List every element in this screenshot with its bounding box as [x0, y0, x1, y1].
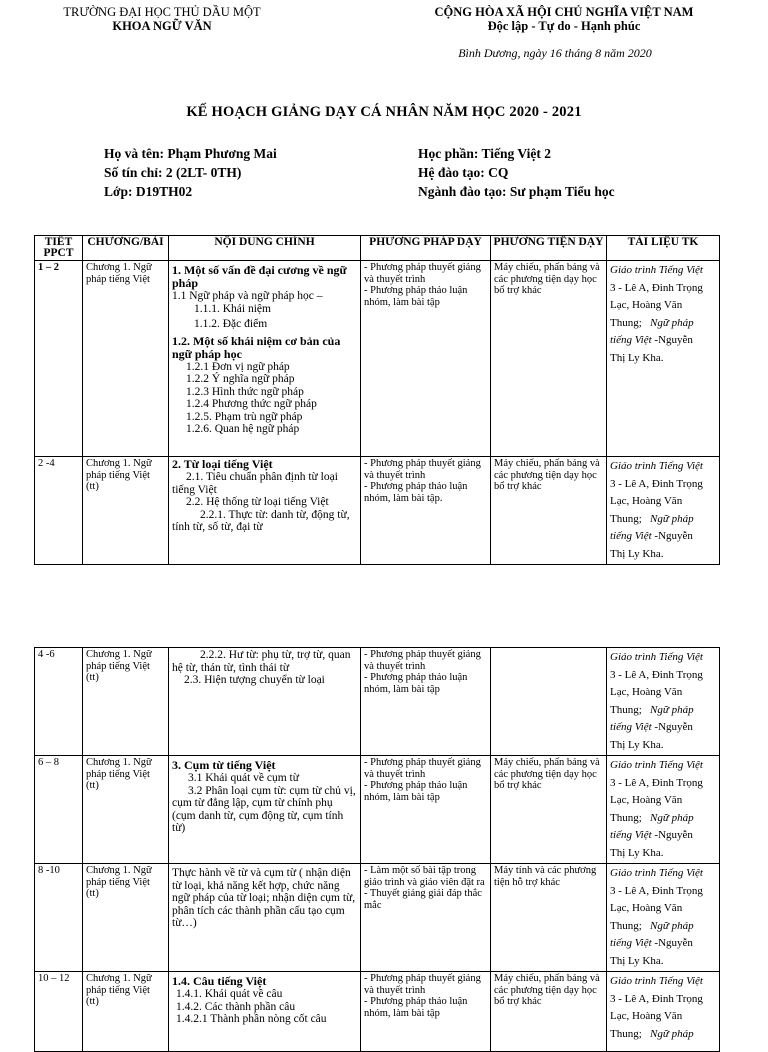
training-major: Ngành đào tạo: Sư phạm Tiểu học [418, 184, 615, 199]
row-tailieu [607, 756, 720, 864]
row-tiet: 6 – 8 [35, 756, 83, 864]
row-tailieu [607, 864, 720, 972]
teaching-plan-table-part1 [34, 235, 720, 565]
row-tiet: 8 -10 [35, 864, 83, 972]
nd-heading: 1.4. Câu tiếng Việt [172, 974, 267, 988]
row-phuongphap: - Làm một số bài tập trong giáo trình và giáo viên đặt ra - Thuyết giảng giải đáp thắc mắc [361, 864, 491, 972]
row-phuongphap: - Phương pháp thuyết giảng và thuyết trình - Phương pháp thảo luận nhóm, làm bài tập [361, 648, 491, 756]
ref-line: Ngữ pháp [650, 1027, 694, 1040]
nd-line: 1.2.2 Ý nghĩa ngữ pháp [186, 373, 295, 385]
ref-line: Ngữ pháp [650, 316, 694, 329]
ref-line: Thị Ly Kha. [610, 738, 664, 751]
row-phuongphap: - Phương pháp thuyết giảng và thuyết trình - Phương pháp thảo luận nhóm, làm bài tập [361, 261, 491, 457]
ref-line: Giáo trình Tiếng Việt [610, 759, 703, 771]
row-tailieu [607, 261, 720, 457]
row-tiet: 1 – 2 [35, 261, 83, 457]
nd-line: 1.2.4 Phương thức ngữ pháp [186, 398, 317, 410]
nd-line: 1.1.1. Khái niệm [194, 302, 271, 315]
nd-line: 1.2.1 Đơn vị ngữ pháp [186, 360, 290, 373]
ref-line: Lạc, Hoàng Văn [610, 299, 683, 311]
nd-line: 3.1 Khái quát về cụm từ [188, 772, 299, 784]
training-system: Hệ đào tạo: CQ [418, 165, 509, 180]
row-tailieu [607, 457, 720, 565]
ref-line: Thị Ly Kha. [610, 351, 664, 364]
nd-line: 1.4.1. Khái quát về câu [176, 988, 283, 1000]
ref-line: 3 - Lê A, Đinh Trọng [610, 776, 703, 789]
university-name: TRƯỜNG ĐẠI HỌC THỦ DẦU MỘT [63, 5, 261, 19]
ref-line: -Nguyễn [654, 334, 693, 346]
table-row [35, 972, 720, 1052]
header-phuongphap: PHƯƠNG PHÁP DẠY [361, 236, 491, 261]
ref-line: tiếng Việt [610, 721, 652, 733]
row-phuongtien: Máy tính và các phương tiện hỗ trợ khác [491, 864, 607, 972]
nd-line: 1.4.2.1 Thành phần nòng cốt câu [176, 1013, 327, 1025]
ref-line: Ngữ pháp [650, 919, 694, 932]
ref-line: Giáo trình Tiếng Việt [610, 975, 703, 987]
ref-line: Giáo trình Tiếng Việt [610, 264, 703, 276]
class-code: Lớp: D19TH02 [104, 184, 193, 199]
ref-line: Thung; [610, 1027, 642, 1040]
ref-line: Thung; [610, 811, 642, 824]
nd-line: 2.2.1. Thực từ: danh từ, động từ, tính từ, số từ, đại từ [172, 508, 350, 533]
row-chuong: Chương 1. Ngữ pháp tiếng Việt (tt) [83, 756, 169, 864]
row-phuongphap: - Phương pháp thuyết giảng và thuyết trình - Phương pháp thảo luận nhóm, làm bài tập. [361, 457, 491, 565]
row-tiet: 2 -4 [35, 457, 83, 565]
nd-line: Thực hành về từ và cụm từ ( nhận diện từ loại, khả năng kết hợp, chức năng ngữ pháp của từ loại; nhận diện cụm từ, phân tích các thành phần cấu tạo cụm từ…) [172, 867, 356, 929]
nd-line: 1.1.2. Đặc điểm [194, 318, 268, 330]
nd-heading: 1.2. Một số khái niệm cơ bản của ngữ pháp học [172, 333, 341, 361]
ref-line: tiếng Việt [610, 530, 652, 542]
credit-count: Số tín chỉ: 2 (2LT- 0TH) [104, 165, 242, 180]
faculty-name: KHOA NGỮ VĂN [112, 19, 212, 33]
table-row [35, 864, 720, 972]
row-noidung [169, 864, 361, 972]
header-chuong: CHƯƠNG/BÀI [83, 236, 169, 261]
ref-line: Thung; [610, 512, 642, 525]
ref-line: Lạc, Hoàng Văn [610, 495, 683, 507]
ref-line: -Nguyễn [654, 530, 693, 542]
row-phuongtien: Máy chiếu, phấn bảng và các phương tiện dạy học bổ trợ khác [491, 457, 607, 565]
row-chuong: Chương 1. Ngữ pháp tiếng Việt (tt) [83, 972, 169, 1052]
ref-line: Thung; [610, 919, 642, 932]
ref-line: tiếng Việt [610, 334, 652, 346]
ref-line: 3 - Lê A, Đinh Trọng [610, 884, 703, 897]
nd-line: 2.2.2. Hư từ: phụ từ, trợ từ, quan hệ từ, thán từ, tình thái từ [172, 649, 351, 674]
nd-heading: 3. Cụm từ tiếng Việt [172, 758, 276, 772]
row-phuongtien: Máy chiếu, phấn bảng và các phương tiện dạy học bổ trợ khác [491, 756, 607, 864]
ref-line: Ngữ pháp [650, 811, 694, 824]
row-tailieu [607, 648, 720, 756]
row-phuongphap: - Phương pháp thuyết giảng và thuyết trình - Phương pháp thảo luận nhóm, làm bài tập [361, 972, 491, 1052]
ref-line: Ngữ pháp [650, 512, 694, 525]
header-tiet: TIẾT PPCT [35, 236, 83, 261]
row-phuongtien: Máy chiếu, phấn bảng và các phương tiện dạy học bổ trợ khác [491, 972, 607, 1052]
nd-heading: 1. Một số vấn đề đại cương về ngữ pháp [172, 263, 347, 290]
ref-line: Giáo trình Tiếng Việt [610, 651, 703, 663]
nd-line: 1.2.6. Quan hệ ngữ pháp [186, 423, 300, 435]
row-tiet: 10 – 12 [35, 972, 83, 1052]
row-noidung [169, 756, 361, 864]
row-noidung [169, 457, 361, 565]
ref-line: Thị Ly Kha. [610, 547, 664, 560]
ref-line: Thị Ly Kha. [610, 846, 664, 859]
row-noidung [169, 972, 361, 1052]
nd-line: 2.3. Hiện tượng chuyển từ loại [184, 674, 325, 686]
nd-line: 1.2.5. Phạm trù ngữ pháp [186, 410, 303, 423]
row-noidung [169, 648, 361, 756]
teaching-plan-table-part2 [34, 647, 720, 1052]
row-tiet: 4 -6 [35, 648, 83, 756]
ref-line: -Nguyễn [654, 829, 693, 841]
header-phuongtien: PHƯƠNG TIỆN DẠY [491, 236, 607, 261]
row-noidung [169, 261, 361, 457]
ref-line: tiếng Việt [610, 937, 652, 949]
ref-line: Lạc, Hoàng Văn [610, 794, 683, 806]
nd-line: 2.2. Hệ thống từ loại tiếng Việt [186, 496, 329, 508]
table-row [35, 756, 720, 864]
row-tailieu [607, 972, 720, 1052]
ref-line: tiếng Việt [610, 829, 652, 841]
nd-line: 3.2 Phân loại cụm từ: cụm từ chủ vị, cụm từ đẳng lập, cụm từ chính phụ (cụm danh từ, cụm động từ, cụm tính từ) [172, 784, 356, 834]
ref-line: Giáo trình Tiếng Việt [610, 867, 703, 879]
document-title: KẾ HOẠCH GIẢNG DẠY CÁ NHÂN NĂM HỌC 2020 - 2021 [186, 104, 582, 120]
ref-line: Lạc, Hoàng Văn [610, 686, 683, 698]
row-chuong: Chương 1. Ngữ pháp tiếng Việt (tt) [83, 864, 169, 972]
table-row [35, 261, 720, 457]
ref-line: Thung; [610, 316, 642, 329]
ref-line: 3 - Lê A, Đinh Trọng [610, 281, 703, 294]
ref-line: -Nguyễn [654, 937, 693, 949]
row-chuong: Chương 1. Ngữ pháp tiếng Việt (tt) [83, 648, 169, 756]
ref-line: Lạc, Hoàng Văn [610, 902, 683, 914]
national-motto: Độc lập - Tự do - Hạnh phúc [487, 19, 641, 33]
row-chuong: Chương 1. Ngữ pháp tiếng Việt (tt) [83, 457, 169, 565]
nd-line: 1.1 Ngữ pháp và ngữ pháp học – [172, 290, 323, 302]
ref-line: 3 - Lê A, Đinh Trọng [610, 668, 703, 681]
ref-line: 3 - Lê A, Đinh Trọng [610, 992, 703, 1005]
row-phuongtien [491, 648, 607, 756]
course-name: Học phần: Tiếng Việt 2 [418, 146, 552, 161]
ref-line: Thung; [610, 703, 642, 716]
table-row [35, 457, 720, 565]
ref-line: Ngữ pháp [650, 703, 694, 716]
nd-line: 1.2.3 Hình thức ngữ pháp [186, 385, 304, 398]
document-date: Bình Dương, ngày 16 tháng 8 năm 2020 [458, 46, 652, 60]
table-row [35, 648, 720, 756]
ref-line: Giáo trình Tiếng Việt [610, 460, 703, 472]
table-header-row [35, 236, 720, 261]
nd-line: 1.4.2. Các thành phần câu [176, 1000, 296, 1013]
header-tailieu: TÀI LIỆU TK [607, 236, 720, 261]
ref-line: 3 - Lê A, Đinh Trọng [610, 477, 703, 490]
nd-heading: 2. Từ loại tiếng Việt [172, 457, 273, 471]
header-noidung: NỘI DUNG CHÍNH [169, 236, 361, 261]
teacher-name: Họ và tên: Phạm Phương Mai [104, 146, 277, 161]
ref-line: -Nguyễn [654, 721, 693, 733]
ref-line: Thị Ly Kha. [610, 954, 664, 967]
row-phuongphap: - Phương pháp thuyết giảng và thuyết trình - Phương pháp thảo luận nhóm, làm bài tập [361, 756, 491, 864]
ref-line: Lạc, Hoàng Văn [610, 1010, 683, 1022]
nd-line: 2.1. Tiêu chuẩn phân định từ loại tiếng Việt [172, 471, 338, 496]
republic-name: CỘNG HÒA XÃ HỘI CHỦ NGHĨA VIỆT NAM [434, 5, 694, 19]
row-chuong: Chương 1. Ngữ pháp tiếng Việt [83, 261, 169, 457]
row-phuongtien: Máy chiếu, phấn bảng và các phương tiện dạy học bổ trợ khác [491, 261, 607, 457]
